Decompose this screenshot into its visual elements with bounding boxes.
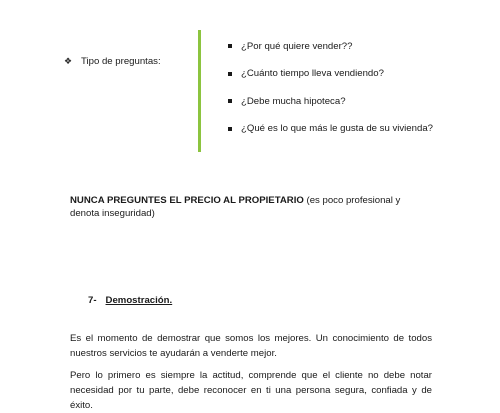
warning-note: [70, 194, 430, 220]
list-item: [228, 40, 433, 52]
question-text: ¿Cuánto tiempo lleva vendiendo?: [241, 68, 384, 79]
list-item: [228, 68, 433, 80]
question-type-label: Tipo de preguntas:: [81, 55, 161, 67]
four-diamond-bullet-icon: ❖: [64, 56, 73, 66]
section-number: 7-: [88, 295, 97, 306]
question-text: ¿Qué es lo que más le gusta de su vivienda?: [241, 123, 433, 134]
square-bullet-icon: [228, 99, 232, 103]
questions-list: [228, 40, 433, 150]
square-bullet-icon: [228, 127, 232, 131]
square-bullet-icon: [228, 72, 232, 76]
section-heading: [88, 295, 172, 306]
list-item: [228, 95, 433, 107]
green-divider-bar: [198, 30, 201, 152]
paragraph: Es el momento de demostrar que somos los mejores. Un conocimiento de todos nuestros servicios te ayudarán a venderte mejor.: [70, 333, 432, 359]
section-title: Demostración.: [105, 295, 173, 306]
warning-bold-text: NUNCA PREGUNTES EL PRECIO AL PROPIETARIO: [70, 195, 304, 206]
question-text: ¿Debe mucha hipoteca?: [241, 95, 346, 107]
warning-normal-text: (es poco profesional y denota inseguridad): [70, 195, 401, 219]
paragraph: Pero lo primero es siempre la actitud, comprende que el cliente no debe notar necesidad por tu parte, debe reconocer en ti una persona segura, confiada y de éxito.: [70, 370, 432, 411]
square-bullet-icon: [228, 44, 232, 48]
question-type-item: [64, 55, 161, 67]
question-text: ¿Por qué quiere vender??: [241, 40, 353, 52]
list-item: [228, 123, 433, 135]
